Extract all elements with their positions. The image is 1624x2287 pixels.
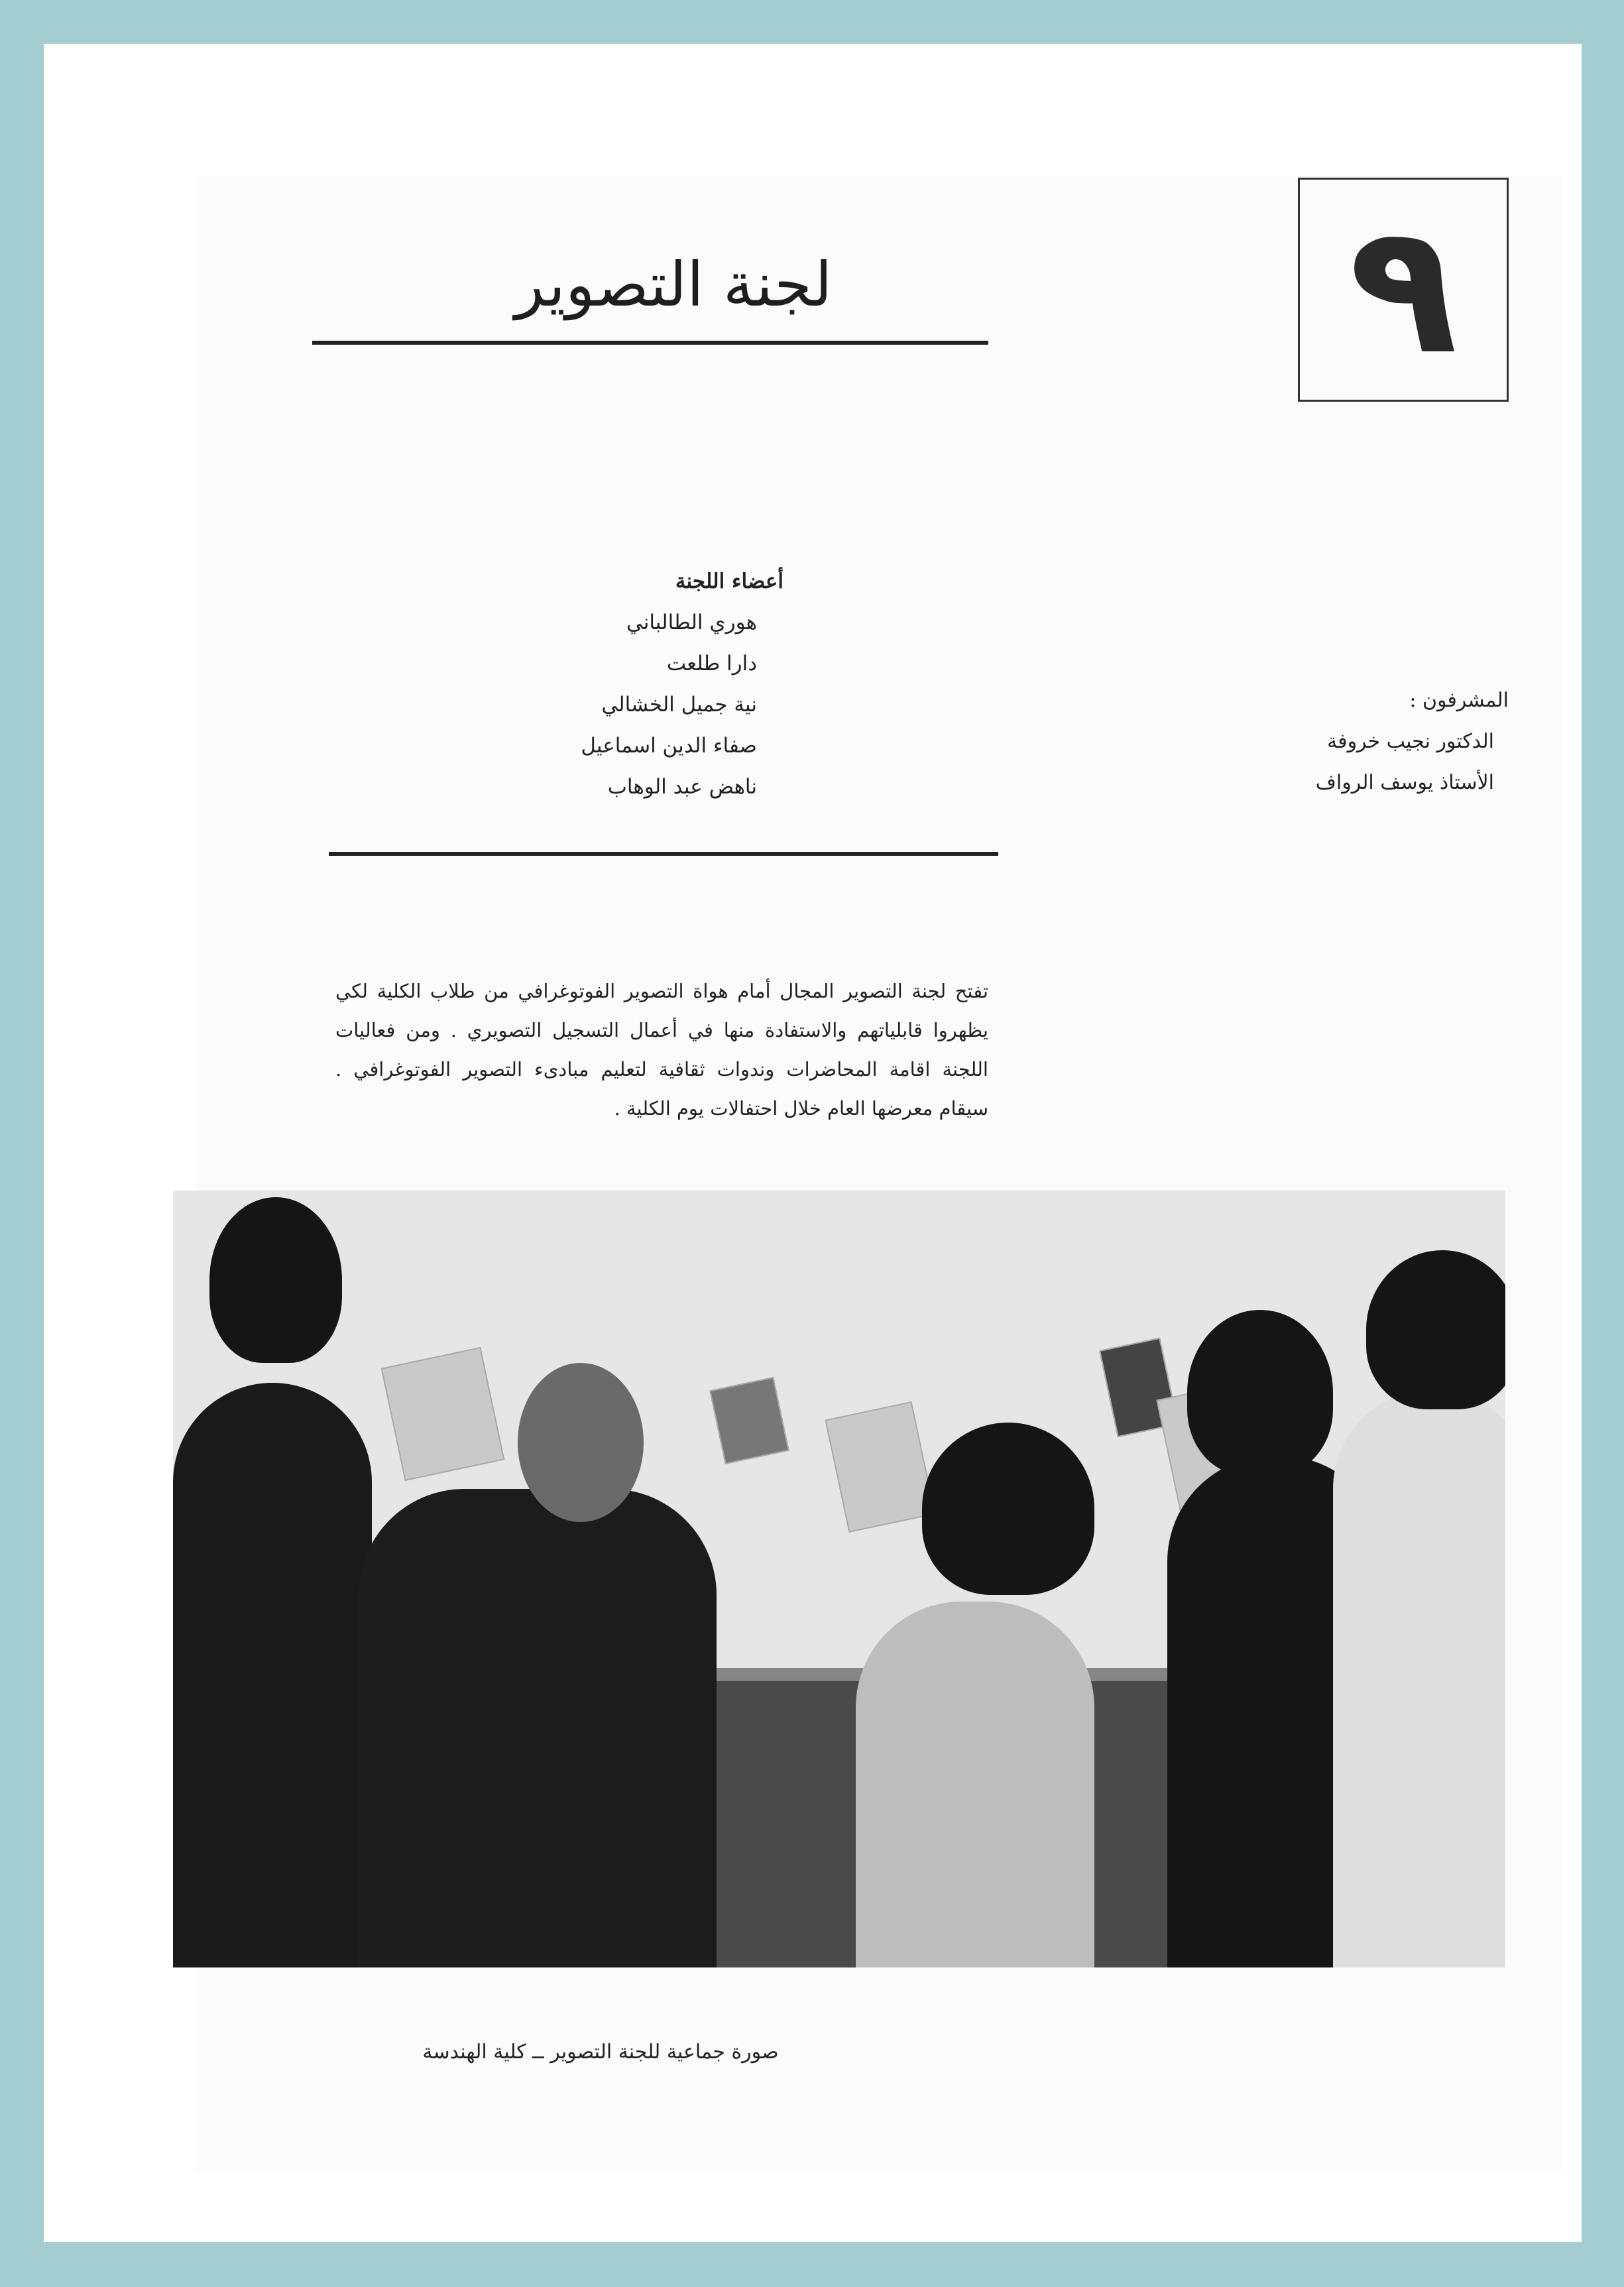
chapter-number-box: [1298, 178, 1509, 402]
person-figure: [1333, 1389, 1505, 1967]
person-head: [1366, 1250, 1505, 1409]
supervisors: [1290, 680, 1509, 803]
chapter-number: ٩: [1348, 185, 1458, 394]
committee-description: تفتح لجنة التصوير المجال أمام هواة التصوير الفوتوغرافي من طلاب الكلية لكي يظهروا قابلياتهم والاستفادة منها في أعمال التسجيل التصويري . ومن فعاليات اللجنة اقامة المحاضرات وندوات ثقافية لتعليم مبادىء التصوير الفوتوغرافي . سيقام معرضها العام خلال احتفالات يوم الكلية .: [335, 980, 988, 1120]
member-name: ناهض عبد الوهاب: [607, 775, 757, 799]
member-name: دارا طلعت: [666, 652, 757, 675]
supervisor-name: الأستاذ يوسف الرواف: [1315, 771, 1494, 794]
person-head: [209, 1197, 342, 1363]
person-head: [518, 1363, 644, 1522]
committee-members: [548, 561, 783, 807]
person-head: [1187, 1310, 1333, 1476]
member-name: صفاء الدين اسماعيل: [581, 734, 757, 758]
person-head: [922, 1423, 1094, 1595]
section-divider: [329, 852, 998, 856]
member-name: نية جميل الخشالي: [601, 693, 757, 717]
supervisor-name: الدكتور نجيب خروفة: [1327, 730, 1494, 753]
person-figure: [856, 1602, 1094, 1967]
page-title: لجنة التصوير: [514, 249, 833, 320]
photo-caption: صورة جماعية للجنة التصوير ــ كلية الهندسة: [422, 2040, 779, 2064]
page: [44, 44, 1582, 2242]
members-label: أعضاء اللجنة: [675, 569, 783, 593]
person-figure: [359, 1489, 717, 1967]
member-name: هوري الطالباني: [626, 611, 757, 634]
title-underline: [312, 341, 988, 345]
supervisors-label: المشرفون :: [1409, 689, 1509, 712]
person-figure: [173, 1383, 372, 1967]
group-photo: [173, 1191, 1505, 1967]
